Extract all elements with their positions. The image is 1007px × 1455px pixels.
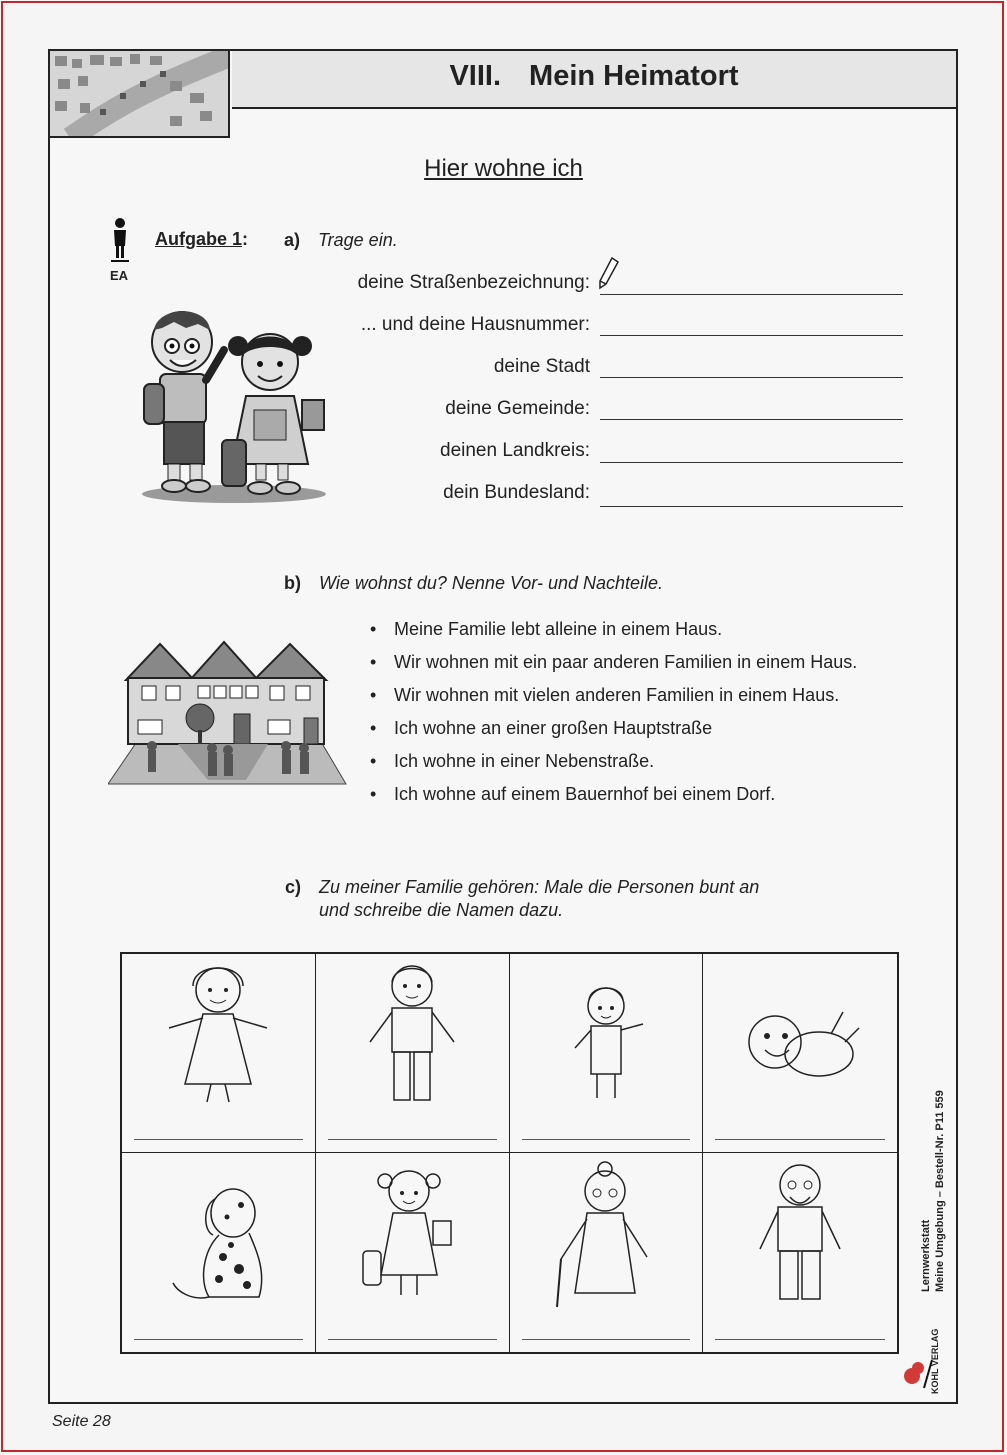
part-b-instruction: Wie wohnst du? Nenne Vor- und Nachteile.	[319, 573, 664, 593]
town-map-thumbnail	[50, 51, 230, 138]
chapter-title: Mein Heimatort	[529, 60, 739, 92]
family-coloring-grid	[120, 952, 899, 1354]
input-line-street[interactable]	[600, 294, 903, 295]
children-illustration	[138, 300, 330, 506]
family-cell-girl[interactable]	[316, 1153, 510, 1352]
list-item: • Wir wohnen mit vielen anderen Familien in einem Haus.	[370, 685, 857, 718]
side-imprint-line2: Meine Umgebung – Bestell-Nr. P11 559	[934, 1090, 946, 1292]
name-line[interactable]	[328, 1139, 497, 1140]
family-cell-grandmother[interactable]	[510, 1153, 704, 1352]
part-a-instruction: Trage ein.	[318, 230, 398, 250]
name-line[interactable]	[328, 1339, 497, 1340]
name-line[interactable]	[522, 1139, 691, 1140]
girl-icon	[357, 1161, 467, 1311]
grandfather-icon	[750, 1161, 850, 1311]
part-b-letter: b)	[284, 573, 301, 593]
input-line-house-number[interactable]	[600, 335, 903, 336]
family-cell-dog[interactable]	[122, 1153, 316, 1352]
part-c-letter: c)	[285, 877, 302, 897]
field-label-municipality: deine Gemeinde:	[445, 398, 590, 419]
field-label-street: deine Straßenbezeichnung:	[357, 272, 590, 293]
family-cell-father[interactable]	[316, 954, 510, 1153]
part-c-instruction-line2: und schreibe die Namen dazu.	[319, 900, 564, 920]
family-cell-baby[interactable]	[703, 954, 897, 1153]
name-line[interactable]	[522, 1339, 691, 1340]
side-imprint	[918, 1062, 958, 1292]
task-label-colon: :	[242, 229, 249, 249]
dog-icon	[163, 1161, 273, 1311]
side-imprint-line1: Lernwerkstatt	[920, 1219, 932, 1292]
field-label-state: dein Bundesland:	[443, 482, 590, 503]
input-line-district[interactable]	[600, 462, 903, 463]
input-line-municipality[interactable]	[600, 419, 903, 420]
page-title	[232, 60, 956, 93]
list-item: • Wir wohnen mit ein paar anderen Familien in einem Haus.	[370, 652, 857, 685]
housing-options-list	[370, 619, 857, 817]
houses-illustration	[108, 640, 348, 788]
name-line[interactable]	[134, 1339, 303, 1340]
field-label-house-number: ... und deine Hausnummer:	[360, 314, 590, 335]
mother-icon	[163, 962, 273, 1112]
list-item: • Ich wohne an einer großen Hauptstraße	[370, 718, 857, 751]
section-subtitle: Hier wohne ich	[424, 155, 583, 182]
pencil-icon	[598, 256, 620, 290]
input-line-city[interactable]	[600, 377, 903, 378]
name-line[interactable]	[715, 1139, 885, 1140]
grandmother-icon	[551, 1161, 661, 1311]
part-a-letter: a)	[284, 230, 301, 250]
boy-icon	[561, 962, 651, 1112]
single-work-person-icon	[108, 216, 132, 266]
baby-icon	[735, 962, 865, 1112]
family-cell-boy[interactable]	[510, 954, 704, 1153]
chapter-number: VIII.	[449, 60, 502, 92]
page-number: Seite 28	[52, 1413, 111, 1430]
name-line[interactable]	[715, 1339, 885, 1340]
publisher-logo	[902, 1356, 950, 1390]
list-item: • Ich wohne auf einem Bauernhof bei einem Dorf.	[370, 784, 857, 817]
task-label-text: Aufgabe 1	[155, 229, 243, 249]
publisher-name: KOHL VERLAG	[930, 1328, 940, 1394]
list-item: • Meine Familie lebt alleine in einem Haus.	[370, 619, 857, 652]
field-label-district: deinen Landkreis:	[440, 440, 590, 461]
part-c-instruction-line1: Zu meiner Familie gehören: Male die Personen bunt an	[319, 877, 760, 897]
task-label	[155, 229, 248, 250]
list-item: • Ich wohne in einer Nebenstraße.	[370, 751, 857, 784]
family-cell-grandfather[interactable]	[703, 1153, 897, 1352]
ea-label: EA	[110, 268, 129, 283]
field-label-city: deine Stadt	[493, 356, 590, 377]
family-cell-mother[interactable]	[122, 954, 316, 1153]
father-icon	[362, 962, 462, 1112]
name-line[interactable]	[134, 1139, 303, 1140]
input-line-state[interactable]	[600, 506, 903, 507]
